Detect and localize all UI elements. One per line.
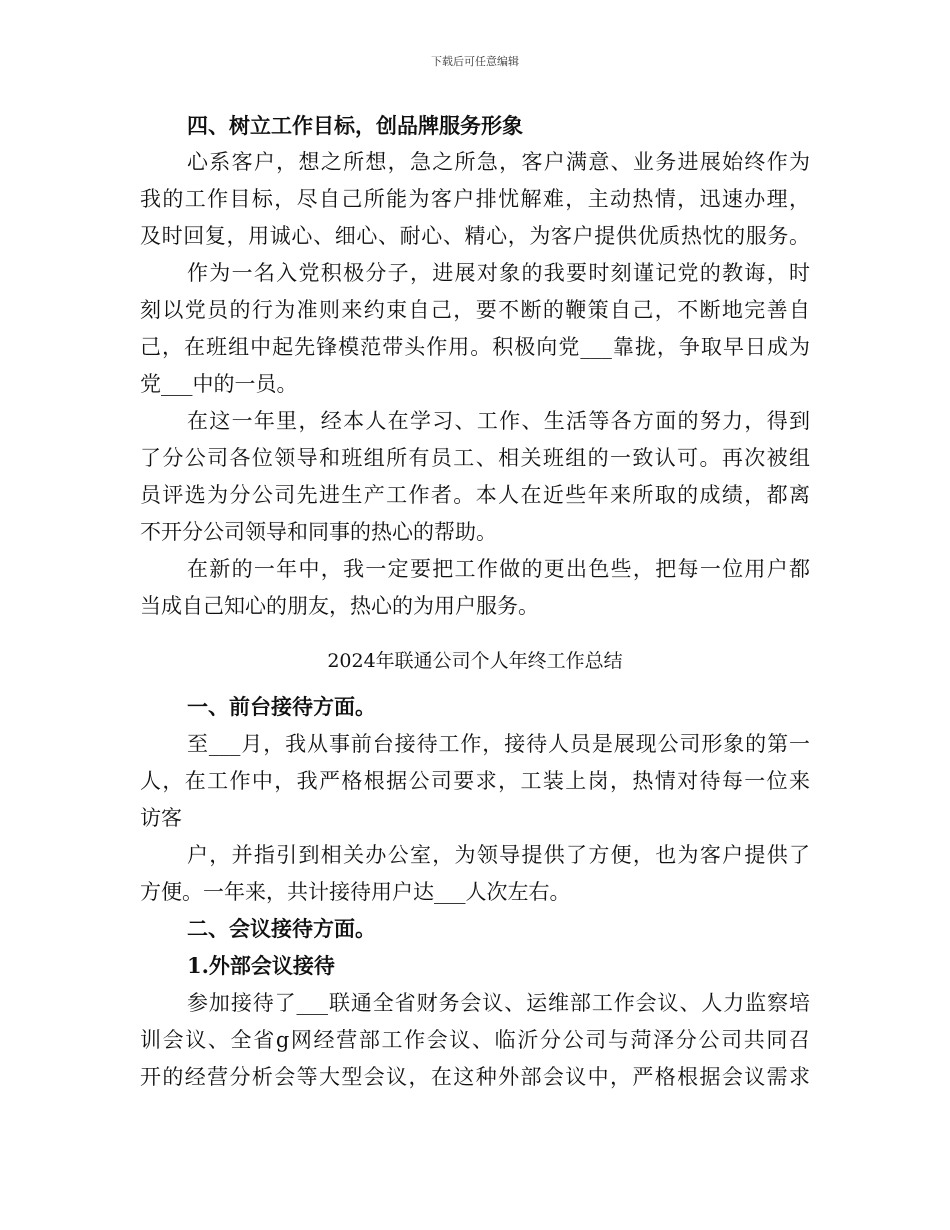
paragraph-line: 参加接待了___联通全省财务会议、运维部工作会议、人力监察培 bbox=[187, 991, 810, 1015]
section-heading-4: 四、树立工作目标，创品牌服务形象 bbox=[187, 113, 523, 138]
paragraph-line: 访客 bbox=[140, 806, 182, 830]
paragraph-line: 刻以党员的行为准则来约束自己，要不断的鞭策自己，不断地完善自 bbox=[140, 298, 810, 322]
paragraph-line: 员评选为分公司先进生产工作者。本人在近些年来所取的成绩，都离 bbox=[140, 483, 810, 507]
paragraph-line: 党___中的一员。 bbox=[140, 372, 298, 396]
page-header: 下载后可任意编辑 bbox=[431, 55, 519, 68]
paragraph-line: 方便。一年来，共计接待用户达___人次左右。 bbox=[140, 880, 571, 904]
paragraph-line: 训会议、全省g网经营部工作会议、临沂分公司与菏泽分公司共同召 bbox=[140, 1028, 810, 1052]
paragraph-line: 不开分公司领导和同事的热心的帮助。 bbox=[140, 520, 497, 544]
paragraph-line: 在新的一年中，我一定要把工作做的更出色些，把每一位用户都 bbox=[187, 557, 810, 581]
paragraph-line: 当成自己知心的朋友，热心的为用户服务。 bbox=[140, 594, 539, 618]
paragraph-line: 户，并指引到相关办公室，为领导提供了方便，也为客户提供了 bbox=[187, 843, 810, 867]
document-title: 2024年联通公司个人年终工作总结 bbox=[327, 650, 623, 672]
paragraph-line: 至___月，我从事前台接待工作，接待人员是展现公司形象的第一 bbox=[187, 732, 810, 756]
paragraph-line: 己，在班组中起先锋模范带头作用。积极向党___靠拢，争取早日成为 bbox=[140, 335, 810, 359]
paragraph-line: 开的经营分析会等大型会议，在这种外部会议中，严格根据会议需求 bbox=[140, 1065, 810, 1089]
subsection-heading: 1.外部会议接待 bbox=[187, 953, 335, 978]
paragraph-line: 了分公司各位领导和班组所有员工、相关班组的一致认可。再次被组 bbox=[140, 446, 810, 470]
paragraph-line: 心系客户，想之所想，急之所急，客户满意、业务进展始终作为 bbox=[187, 150, 810, 174]
paragraph-line: 我的工作目标，尽自己所能为客户排忧解难，主动热情，迅速办理， bbox=[140, 187, 810, 211]
paragraph-line: 人，在工作中，我严格根据公司要求，工装上岗，热情对待每一位来 bbox=[140, 769, 810, 793]
paragraph-line: 及时回复，用诚心、细心、耐心、精心，为客户提供优质热忱的服务。 bbox=[140, 224, 810, 248]
paragraph-line: 作为一名入党积极分子，进展对象的我要时刻谨记党的教诲，时 bbox=[187, 261, 810, 285]
section-heading-2: 二、会议接待方面。 bbox=[187, 916, 376, 941]
section-heading-1: 一、前台接待方面。 bbox=[187, 694, 376, 719]
paragraph-line: 在这一年里，经本人在学习、工作、生活等各方面的努力，得到 bbox=[187, 409, 810, 433]
